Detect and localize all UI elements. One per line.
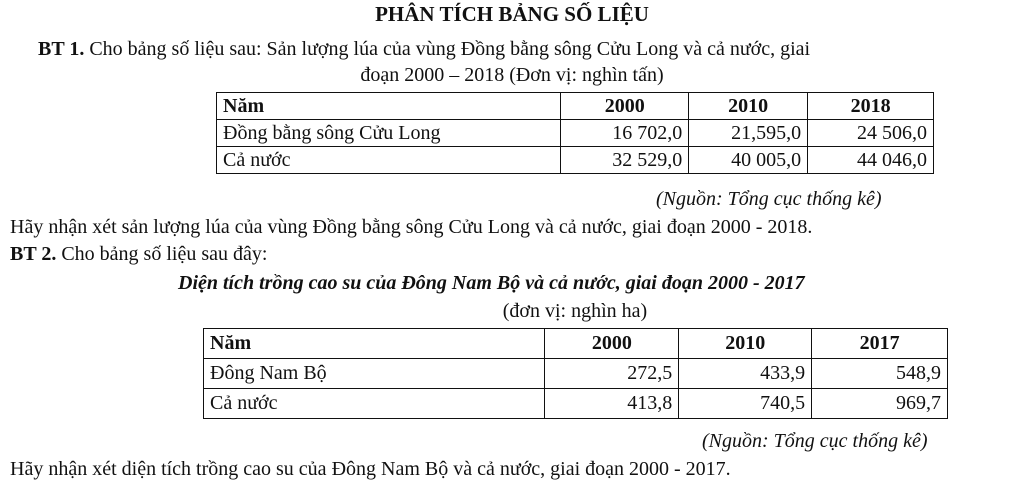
- bt1-header-col: 2018: [808, 93, 934, 120]
- bt2-question: Hãy nhận xét diện tích trồng cao su của Đông Nam Bộ và cả nước, giai đoạn 2000 - 2017.: [10, 458, 731, 480]
- row-label: Cả nước: [217, 147, 561, 174]
- bt2-intro-text: Cho bảng số liệu sau đây:: [61, 243, 268, 265]
- table-cell: 433,9: [679, 359, 812, 389]
- bt2-source: (Nguồn: Tổng cục thống kê): [702, 430, 928, 452]
- table-cell: 32 529,0: [561, 147, 689, 174]
- bt2-label: BT 2.: [10, 243, 57, 265]
- bt1-intro-line1: [38, 38, 810, 61]
- bt2-header-col: 2010: [679, 329, 812, 359]
- bt1-intro-text: Cho bảng số liệu sau: Sản lượng lúa của vùng Đồng bằng sông Cửu Long và cả nước, giai: [89, 38, 811, 60]
- table-cell: 272,5: [545, 359, 679, 389]
- table-cell: 740,5: [679, 389, 812, 419]
- row-label: Đồng bằng sông Cửu Long: [217, 120, 561, 147]
- bt1-source: (Nguồn: Tổng cục thống kê): [656, 188, 882, 210]
- bt2-header-year: Năm: [204, 329, 545, 359]
- bt1-intro-line2: đoạn 2000 – 2018 (Đơn vị: nghìn tấn): [360, 64, 664, 86]
- bt2-table: [203, 328, 948, 419]
- bt2-table-header-row: [204, 329, 948, 359]
- table-cell: 40 005,0: [689, 147, 808, 174]
- bt2-table-title: Diện tích trồng cao su của Đông Nam Bộ và cả nước, giai đoạn 2000 - 2017: [178, 272, 805, 294]
- row-label: Cả nước: [204, 389, 545, 419]
- bt2-header-col: 2017: [812, 329, 948, 359]
- bt1-header-year: Năm: [217, 93, 561, 120]
- table-cell: 16 702,0: [561, 120, 689, 147]
- table-cell: 969,7: [812, 389, 948, 419]
- table-row: [204, 389, 948, 419]
- bt2-header-col: 2000: [545, 329, 679, 359]
- bt2-unit: (đơn vị: nghìn ha): [502, 300, 648, 322]
- table-cell: 21,595,0: [689, 120, 808, 147]
- table-cell: 24 506,0: [808, 120, 934, 147]
- bt1-question: Hãy nhận xét sản lượng lúa của vùng Đồng bằng sông Cửu Long và cả nước, giai đoạn 2000 - 2018.: [10, 216, 813, 238]
- bt1-table: [216, 92, 934, 174]
- table-cell: 44 046,0: [808, 147, 934, 174]
- page-title: PHÂN TÍCH BẢNG SỐ LIỆU: [375, 2, 649, 26]
- bt1-table-header-row: [217, 93, 934, 120]
- bt1-header-col: 2000: [561, 93, 689, 120]
- row-label: Đông Nam Bộ: [204, 359, 545, 389]
- table-row: [217, 147, 934, 174]
- table-cell: 548,9: [812, 359, 948, 389]
- table-row: [204, 359, 948, 389]
- bt1-header-col: 2010: [689, 93, 808, 120]
- table-row: [217, 120, 934, 147]
- bt2-intro-line: [10, 243, 267, 266]
- bt1-label: BT 1.: [38, 38, 85, 60]
- table-cell: 413,8: [545, 389, 679, 419]
